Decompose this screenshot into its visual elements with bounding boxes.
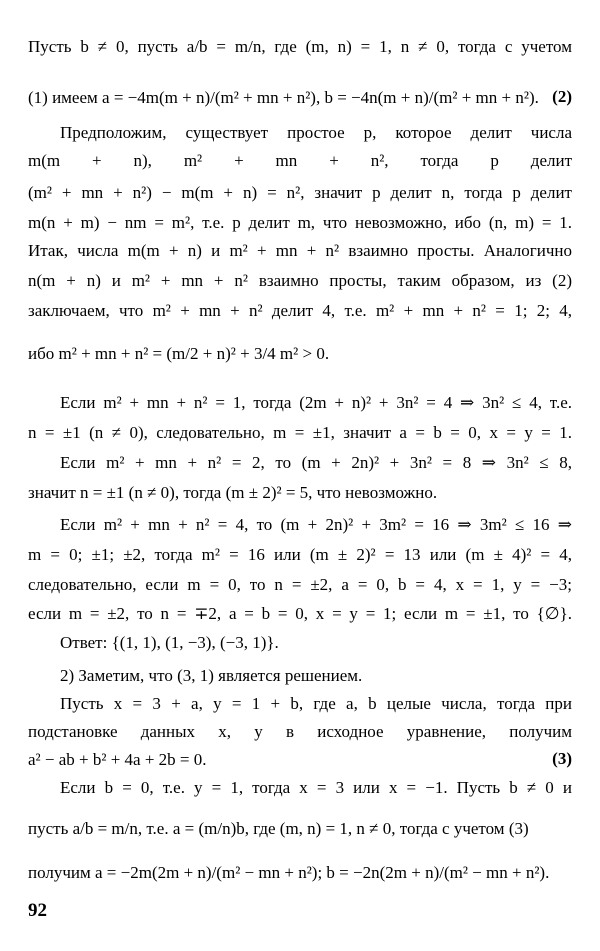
text-line: получим a = −2m(2m + n)/(m² − mn + n²); b = −2n(2m + n)/(m² − mn + n²).: [28, 863, 550, 882]
section-heading: 2) Заметим, что (3, 1) является решением.: [60, 666, 363, 685]
text-line: Итак, числа m(m + n) и m² + mn + n² взаимно просты. Аналогично: [28, 241, 572, 260]
page-number: 92: [28, 900, 47, 921]
text-line: (1) имеем a = −4m(m + n)/(m² + mn + n²), b = −4n(m + n)/(m² + mn + n²).: [28, 88, 539, 107]
text-line: n(m + n) и m² + mn + n² взаимно просты, таким образом, из (2): [28, 271, 572, 290]
text-line: m(m + n), m² + mn + n², тогда p делит: [28, 151, 572, 170]
text-line: Если m² + mn + n² = 1, тогда (2m + n)² + 3n² = 4 ⇒ 3n² ≤ 4, т.е.: [60, 393, 572, 412]
text-line: Если m² + mn + n² = 4, то (m + 2n)² + 3m² = 16 ⇒ 3m² ≤ 16 ⇒: [60, 515, 572, 534]
text-line: a² − ab + b² + 4a + 2b = 0.: [28, 750, 207, 769]
text-line: следовательно, если m = 0, то n = ±2, a = 0, b = 4, x = 1, y = −3;: [28, 575, 572, 594]
text-line: m(n + m) − nm = m², т.е. p делит m, что невозможно, ибо (n, m) = 1.: [28, 213, 572, 232]
text-line: если m = ±2, то n = ∓2, a = b = 0, x = y = 1; если m = ±1, то {∅}.: [28, 604, 572, 623]
text-line: Если b = 0, т.е. y = 1, тогда x = 3 или x = −1. Пусть b ≠ 0 и: [60, 778, 572, 797]
text-line: Пусть x = 3 + a, y = 1 + b, где a, b целые числа, тогда при: [60, 694, 572, 713]
text-line: заключаем, что m² + mn + n² делит 4, т.е. m² + mn + n² = 1; 2; 4,: [28, 301, 572, 320]
text-line: пусть a/b = m/n, т.е. a = (m/n)b, где (m, n) = 1, n ≠ 0, тогда с учетом (3): [28, 819, 529, 838]
equation-number: (3): [552, 749, 572, 768]
text-line: ибо m² + mn + n² = (m/2 + n)² + 3/4 m² > 0.: [28, 344, 330, 363]
answer-line: Ответ: {(1, 1), (1, −3), (−3, 1)}.: [60, 633, 279, 652]
text-line: (m² + mn + n²) − m(m + n) = n², значит p делит n, тогда p делит: [28, 183, 572, 202]
text-line: Если m² + mn + n² = 2, то (m + 2n)² + 3n² = 8 ⇒ 3n² ≤ 8,: [60, 453, 572, 472]
text-line: Пусть b ≠ 0, пусть a/b = m/n, где (m, n) = 1, n ≠ 0, тогда с учетом: [28, 37, 572, 56]
text-line: n = ±1 (n ≠ 0), следовательно, m = ±1, значит a = b = 0, x = y = 1.: [28, 423, 572, 442]
text-line: m = 0; ±1; ±2, тогда m² = 16 или (m ± 2)² = 13 или (m ± 4)² = 4,: [28, 545, 572, 564]
text-line: Предположим, существует простое p, которое делит числа: [60, 123, 572, 142]
text-line: подстановке данных x, y в исходное уравнение, получим: [28, 722, 572, 741]
text-line: значит n = ±1 (n ≠ 0), тогда (m ± 2)² = 5, что невозможно.: [28, 483, 438, 502]
equation-number: (2): [552, 87, 572, 106]
